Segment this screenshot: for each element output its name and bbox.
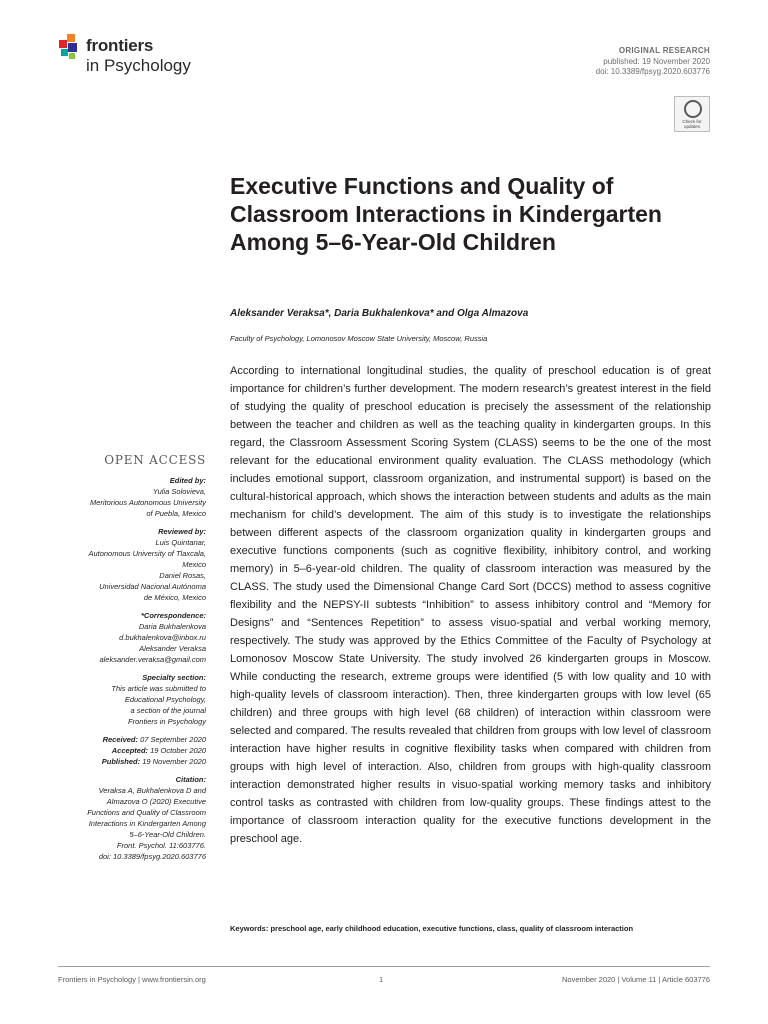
citation-line: 5–6-Year-Old Children. [129,830,206,839]
abstract-text: According to international longitudinal studies, the quality of preschool education is of great importance for children’s further development. The modern research’s greatest interest in the field of studying the quality of preschool education is precisely the assessment of the relationship between the teacher and children as well as the teaching quality in kindergarten groups. In this regard, the Classroom Assessment Scoring System (CLASS) seems to be the one of the most relevant for the educational environment quality evaluation. The CLASS methodology (which includes emotional support, classroom organization, and instrumental support) is based on the cultural-historical approach, which shows the interaction between students and adults as the main mechanism for child’s development. The aim of this study is to investigate the relationships between different aspects of the classroom organization quality in kindergarten groups and executive functions components (such as cognitive flexibility, inhibitory control, and working memory) in 5–6-year-old children. The quality of classroom interaction was measured by the CLASS. The study used the Dimensional Change Card Sort (DCCS) method to assess cognitive flexibility and the NEPSY-II subtests “Inhibition” to assess inhibitory control and “Memory for Designs” and “Sentences Repetition” to assess visuo-spatial and verbal working memory, respectively. The study was approved by the Ethics Committee of the Faculty of Psychology at Lomonosov Moscow State University. The study involved 26 kindergarten groups in Moscow. While conducting the research, extreme groups were identified (5 with low quality and 10 with high-quality levels of classroom interaction). Then, three kindergarten groups with low level (65 children) and three groups with high level (68 children) of interaction within classroom were selected and compared. The results revealed that children from groups with low level of classroom interaction have higher results in cognitive flexibility tasks when compared with children from groups with high level of interaction. Also, children from groups with high-quality classroom interaction demonstrated higher results in visuo-spatial working memory tasks and inhibitory control tasks as contrasted with children from low-quality groups. These findings attest to the importance of classroom interaction quality for the executive functions development in the preschool age. [230,365,711,845]
specialty-line: This article was submitted to [111,684,206,693]
citation-line: Almazova O (2020) Executive [106,797,206,806]
reviewer-line: Autonomous University of Tlaxcala, [88,549,206,558]
dates-section [58,734,206,767]
received-date [58,734,206,745]
published-value: 19 November 2020 [142,757,206,766]
reviewed-by-section [58,526,206,603]
specialty-section [58,672,206,727]
edited-by-section [58,475,206,519]
published-date: published: 19 November 2020 [603,57,710,66]
received-value: 07 September 2020 [140,735,206,744]
edited-by-heading: Edited by: [169,476,206,485]
editor-line: of Puebla, Mexico [146,509,206,518]
keywords [230,924,711,933]
check-for-updates-badge[interactable] [674,96,710,132]
logo-wordmark: frontiers [86,36,154,55]
correspondent-name: Aleksander Veraksa [139,644,206,653]
editor-line: Yulia Solovieva, [152,487,206,496]
author-affiliation: Faculty of Psychology, Lomonosov Moscow State University, Moscow, Russia [230,334,488,343]
reviewer-line: Universidad Nacional Autónoma [99,582,206,591]
specialty-heading: Specialty section: [142,673,206,682]
correspondent-email[interactable]: aleksander.veraksa@gmail.com [99,655,206,664]
reviewer-line: Mexico [182,560,206,569]
citation-doi[interactable]: doi: 10.3389/fpsyg.2020.603776 [98,852,206,861]
frontiers-logo-icon [58,34,82,60]
article-title: Executive Functions and Quality of Classroom Interactions in Kindergarten Among 5–6-Year-Old Children [230,173,662,255]
specialty-line: a section of the journal [130,706,206,715]
editor-line: Meritorious Autonomous University [89,498,206,507]
specialty-line: Educational Psychology, [124,695,206,704]
reviewed-by-heading: Reviewed by: [158,527,206,536]
citation-line: Interactions in Kindergarten Among [88,819,206,828]
published-date-sidebar [58,756,206,767]
accepted-label: Accepted: [111,746,149,755]
footer-journal-link[interactable]: Frontiers in Psychology | www.frontiersin.org [58,975,206,984]
keywords-label: Keywords: [230,924,269,933]
article-info-sidebar [58,455,206,869]
logo-journal-name: in Psychology [86,56,191,75]
citation-line: Front. Psychol. 11:603776. [116,841,206,850]
accepted-value: 19 October 2020 [150,746,206,755]
footer-issue-info: November 2020 | Volume 11 | Article 603776 [561,975,710,984]
correspondent-email[interactable]: d.bukhalenkova@inbox.ru [119,633,206,642]
specialty-line: Frontiers in Psychology [128,717,206,726]
published-label: Published: [101,757,141,766]
open-access-label: OPEN ACCESS [104,453,206,467]
citation-heading: Citation: [175,775,206,784]
header-doi[interactable]: doi: 10.3389/fpsyg.2020.603776 [595,67,710,76]
article-type-label: ORIGINAL RESEARCH [618,46,710,55]
reviewer-line: de México, Mexico [143,593,206,602]
footer-divider [58,966,710,967]
keywords-list: preschool age, early childhood education, executive functions, class, quality of classroom interaction [270,924,634,933]
correspondent-name: Daria Bukhalenkova [138,622,206,631]
author-list: Aleksander Veraksa*, Daria Bukhalenkova* and Olga Almazova [230,308,529,319]
check-updates-icon [684,100,702,118]
accepted-date [58,745,206,756]
correspondence-section [58,610,206,665]
citation-line: Veraksa A, Bukhalenkova D and [98,786,206,795]
citation-section [58,774,206,862]
journal-logo [58,34,208,80]
reviewer-line: Luis Quintanar, [155,538,206,547]
reviewer-line: Daniel Rosas, [159,571,206,580]
received-label: Received: [102,735,139,744]
citation-line: Functions and Quality of Classroom [87,808,206,817]
correspondence-heading: *Correspondence: [140,611,206,620]
page-number: 1 [379,975,384,984]
check-updates-label: Check for updates [682,119,702,129]
